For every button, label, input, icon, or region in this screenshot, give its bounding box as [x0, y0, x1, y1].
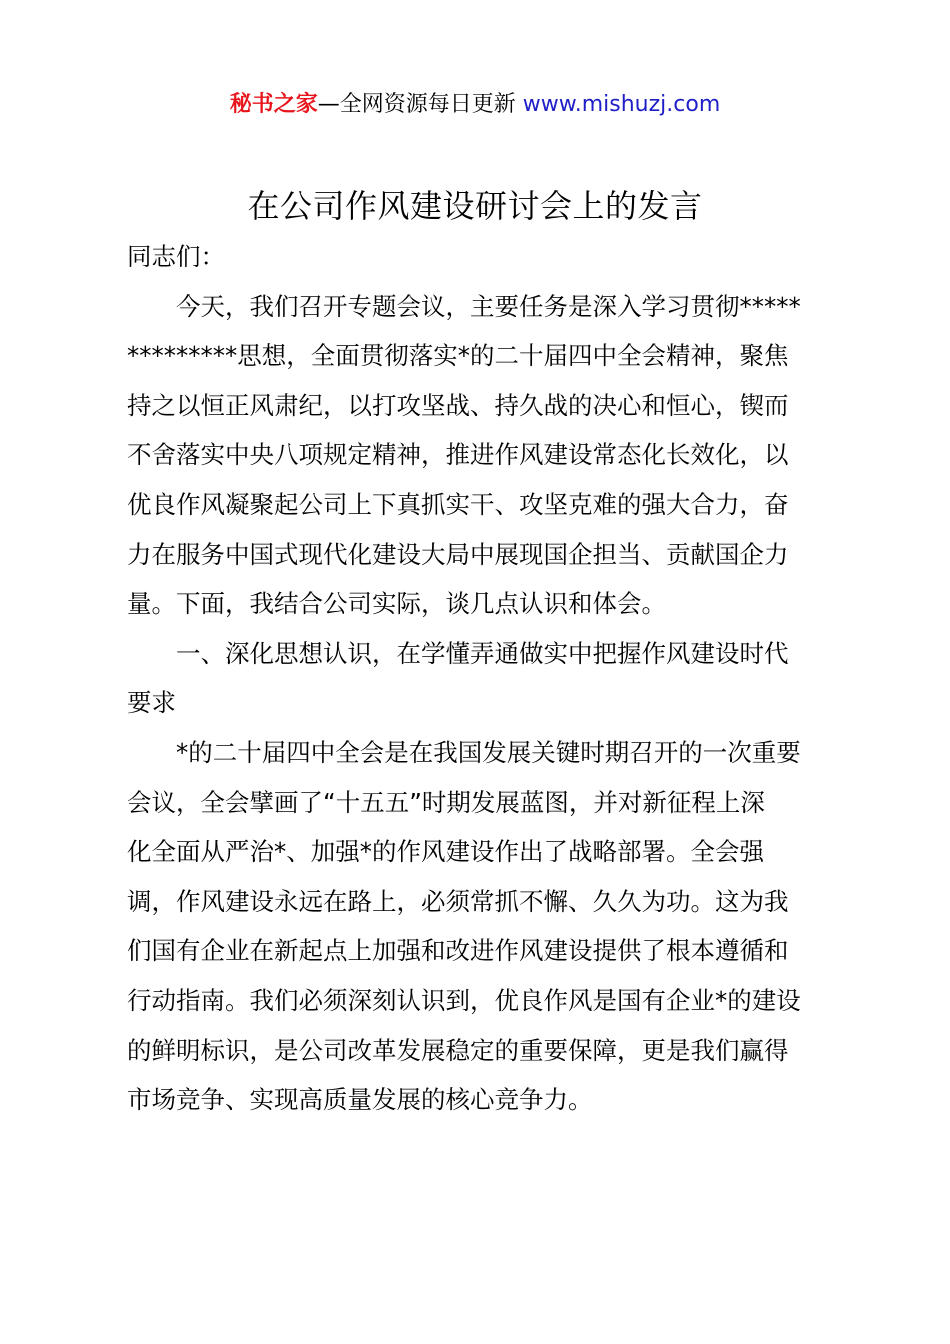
paragraph-line: 量。下面，我结合公司实际，谈几点认识和体会。	[127, 589, 666, 619]
paragraph-line: 不舍落实中央八项规定精神，推进作风建设常态化长效化，以	[127, 440, 789, 470]
paragraph-line: 化全面从严治*、加强*的作风建设作出了战略部署。全会强	[127, 837, 764, 867]
paragraph-line: 们国有企业在新起点上加强和改进作风建设提供了根本遵循和	[127, 936, 789, 966]
site-header	[0, 88, 950, 122]
paragraph-line: 调，作风建设永远在路上，必须常抓不懈、久久为功。这为我	[127, 886, 789, 916]
paragraph-line: 力在服务中国式现代化建设大局中展现国企担当、贡献国企力	[127, 539, 789, 569]
paragraph-line: 市场竞争、实现高质量发展的核心竞争力。	[127, 1085, 593, 1115]
section-heading: 一、深化思想认识，在学懂弄通做实中把握作风建设时代	[176, 638, 789, 668]
paragraph-line: 的鲜明标识，是公司改革发展稳定的重要保障，更是我们赢得	[127, 1035, 789, 1065]
paragraph-line: 会议，全会擘画了“十五五”时期发展蓝图，并对新征程上深	[127, 787, 765, 817]
document-body	[127, 232, 837, 1125]
site-url-link[interactable]: www.mishuzj.com	[522, 92, 721, 117]
paragraph-line: *的二十届四中全会是在我国发展关键时期召开的一次重要	[176, 737, 801, 767]
paragraph-line: 今天，我们召开专题会议，主要任务是深入学习贯彻*****	[176, 291, 801, 321]
paragraph-line: 持之以恒正风肃纪，以打攻坚战、持久战的决心和恒心，锲而	[127, 390, 789, 420]
paragraph-line: 优良作风凝聚起公司上下真抓实干、攻坚克难的强大合力，奋	[127, 489, 789, 519]
salutation: 同志们：	[127, 242, 225, 271]
section-heading: 要求	[127, 688, 176, 718]
paragraph-line: *********思想，全面贯彻落实*的二十届四中全会精神，聚焦	[127, 341, 789, 371]
header-tagline: —全网资源每日更新	[317, 92, 523, 117]
document-title: 在公司作风建设研讨会上的发言	[247, 187, 703, 225]
brand-name: 秘书之家	[229, 92, 318, 117]
paragraph-line: 行动指南。我们必须深刻认识到，优良作风是国有企业*的建设	[127, 985, 801, 1015]
